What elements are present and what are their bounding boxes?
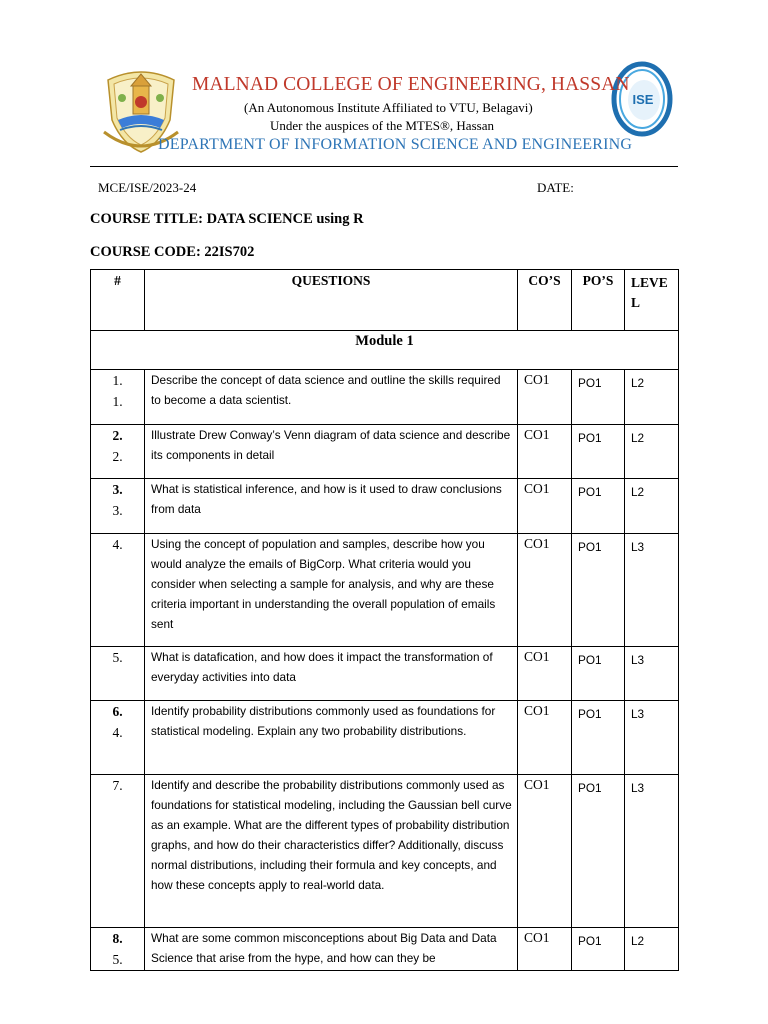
po-value: PO1 [572, 370, 625, 425]
question-number: 8. 5. [91, 928, 145, 971]
level-value: L3 [625, 534, 679, 647]
level-value: L3 [625, 647, 679, 701]
table-row [91, 479, 679, 534]
question-text: Illustrate Drew Conway’s Venn diagram of data science and describe its components in detail [145, 425, 518, 479]
table-row [91, 775, 679, 928]
po-value: PO1 [572, 701, 625, 775]
po-value: PO1 [572, 647, 625, 701]
table-row [91, 534, 679, 647]
question-number: 1. 1. [91, 370, 145, 425]
po-value: PO1 [572, 534, 625, 647]
po-value: PO1 [572, 479, 625, 534]
question-text: Identify and describe the probability distributions commonly used as foundations for statistical modeling, including the Gaussian bell curve as an example. What are the different types of probability distribution graphs, and how do their characteristics differ? Additionally, discuss normal distributions, including their formula and key concepts, and how these concepts apply to real-world data. [145, 775, 518, 928]
level-value: L2 [625, 425, 679, 479]
affiliation-text: (An Autonomous Institute Affiliated to VTU, Belagavi) [244, 100, 533, 115]
co-value: CO1 [518, 370, 572, 425]
level-value: L3 [625, 701, 679, 775]
ise-logo-text: ISE [632, 92, 654, 107]
question-number: 5. [91, 647, 145, 701]
question-number: 6. 4. [91, 701, 145, 775]
ise-department-logo [610, 60, 674, 138]
question-text: What is statistical inference, and how is it used to draw conclusions from data [145, 479, 518, 534]
level-value: L2 [625, 928, 679, 971]
header-questions: QUESTIONS [145, 270, 518, 331]
college-name: MALNAD COLLEGE OF ENGINEERING, HASSAN [192, 74, 630, 95]
course-code: COURSE CODE: 22IS702 [90, 244, 255, 260]
header-cos: CO’S [518, 270, 572, 331]
question-text: Describe the concept of data science and outline the skills required to become a data scientist. [145, 370, 518, 425]
po-value: PO1 [572, 928, 625, 971]
po-value: PO1 [572, 425, 625, 479]
module-heading: Module 1 [91, 331, 679, 370]
question-text: Identify probability distributions commonly used as foundations for statistical modeling. Explain any two probability distributions. [145, 701, 518, 775]
question-text: What is datafication, and how does it impact the transformation of everyday activities into data [145, 647, 518, 701]
department-name: DEPARTMENT OF INFORMATION SCIENCE AND ENGINEERING [158, 136, 633, 153]
po-value: PO1 [572, 775, 625, 928]
question-number: 4. [91, 534, 145, 647]
header-divider [90, 166, 678, 167]
co-value: CO1 [518, 479, 572, 534]
co-value: CO1 [518, 701, 572, 775]
header-pos: PO’S [572, 270, 625, 331]
document-code: MCE/ISE/2023-24 [98, 180, 197, 195]
table-row [91, 647, 679, 701]
co-value: CO1 [518, 775, 572, 928]
table-row [91, 928, 679, 971]
date-label: DATE: [537, 180, 574, 195]
question-number: 3. 3. [91, 479, 145, 534]
question-text: Using the concept of population and samples, describe how you would analyze the emails of BigCorp. What criteria would you consider when selecting a sample for analysis, and why are these criteria important in understanding the overall population of emails sent [145, 534, 518, 647]
level-value: L2 [625, 479, 679, 534]
table-row [91, 425, 679, 479]
module-row [91, 331, 679, 370]
table-row [91, 701, 679, 775]
questions-table [90, 269, 679, 971]
header-level: LEVE L [625, 270, 679, 331]
header-number: # [91, 270, 145, 331]
level-value: L2 [625, 370, 679, 425]
table-header-row [91, 270, 679, 331]
co-value: CO1 [518, 928, 572, 971]
co-value: CO1 [518, 647, 572, 701]
question-text: What are some common misconceptions about Big Data and Data Science that arise from the hype, and how can they be [145, 928, 518, 971]
question-number: 7. [91, 775, 145, 928]
co-value: CO1 [518, 425, 572, 479]
course-title: COURSE TITLE: DATA SCIENCE using R [90, 211, 364, 227]
table-row [91, 370, 679, 425]
auspices-text: Under the auspices of the MTES®, Hassan [270, 118, 494, 133]
question-number: 2. 2. [91, 425, 145, 479]
level-value: L3 [625, 775, 679, 928]
co-value: CO1 [518, 534, 572, 647]
